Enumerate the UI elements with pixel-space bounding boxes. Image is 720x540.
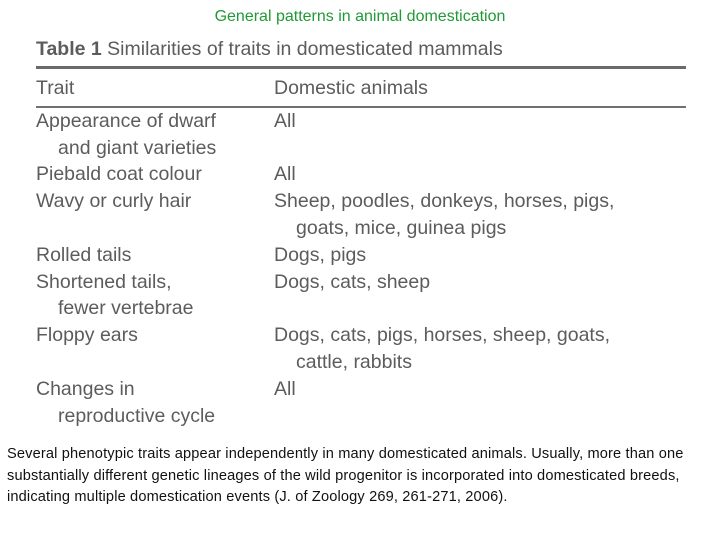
animals-line: Sheep, poodles, donkeys, horses, pigs,	[274, 190, 615, 213]
traits-table	[36, 69, 686, 429]
table-caption	[36, 36, 686, 66]
animals-line: All	[274, 377, 296, 400]
table-row	[36, 269, 686, 323]
animals-cell	[274, 269, 686, 323]
table-body	[36, 108, 686, 430]
trait-cell	[36, 242, 274, 269]
animals-cell	[274, 108, 686, 162]
trait-cell	[36, 376, 274, 430]
animals-line: Dogs, pigs	[274, 243, 367, 266]
animals-cell	[274, 188, 686, 242]
trait-cell	[36, 322, 274, 376]
trait-cell	[36, 269, 274, 323]
table-row	[36, 161, 686, 188]
trait-line: Floppy ears	[36, 324, 138, 347]
trait-line: fewer vertebrae	[58, 297, 194, 320]
slide-title: General patterns in animal domestication	[214, 8, 506, 25]
animals-line: Dogs, cats, sheep	[274, 270, 431, 293]
animals-line: All	[274, 163, 296, 186]
trait-line: Wavy or curly hair	[36, 190, 192, 213]
traits-table-figure	[36, 36, 686, 429]
footnote-text: Several phenotypic traits appear independently in many domesticated animals. Usually, more than one substantially different genetic lineages of the wild progenitor is incorporated into domesticated breeds, indicating multiple domestication events (J. of Zoology 269, 261-271, 2006).	[7, 446, 684, 505]
trait-cell	[36, 188, 274, 242]
table-row	[36, 108, 686, 162]
trait-cell	[36, 108, 274, 162]
animals-cell	[274, 322, 686, 376]
trait-line: Appearance of dwarf	[36, 109, 216, 132]
animals-line: Dogs, cats, pigs, horses, sheep, goats,	[274, 324, 611, 347]
table-row	[36, 322, 686, 376]
trait-cell	[36, 161, 274, 188]
animals-cell	[274, 242, 686, 269]
table-row	[36, 242, 686, 269]
animals-cell	[274, 161, 686, 188]
table-row	[36, 376, 686, 430]
trait-line: reproductive cycle	[58, 404, 216, 427]
animals-line: All	[274, 109, 296, 132]
trait-line: and giant varieties	[58, 136, 217, 159]
trait-line: Shortened tails,	[36, 270, 172, 293]
column-header-trait: Trait	[36, 77, 75, 99]
animals-line: cattle, rabbits	[296, 350, 412, 373]
trait-line: Rolled tails	[36, 243, 132, 266]
table-number: Table 1	[36, 38, 102, 60]
animals-line: goats, mice, guinea pigs	[296, 216, 507, 239]
table-row	[36, 188, 686, 242]
trait-line: Changes in	[36, 377, 135, 400]
table-header-row	[36, 69, 686, 106]
table-caption-text: Similarities of traits in domesticated mammals	[107, 38, 503, 60]
column-header-domestic-animals: Domestic animals	[274, 77, 428, 99]
trait-line: Piebald coat colour	[36, 163, 202, 186]
animals-cell	[274, 376, 686, 430]
